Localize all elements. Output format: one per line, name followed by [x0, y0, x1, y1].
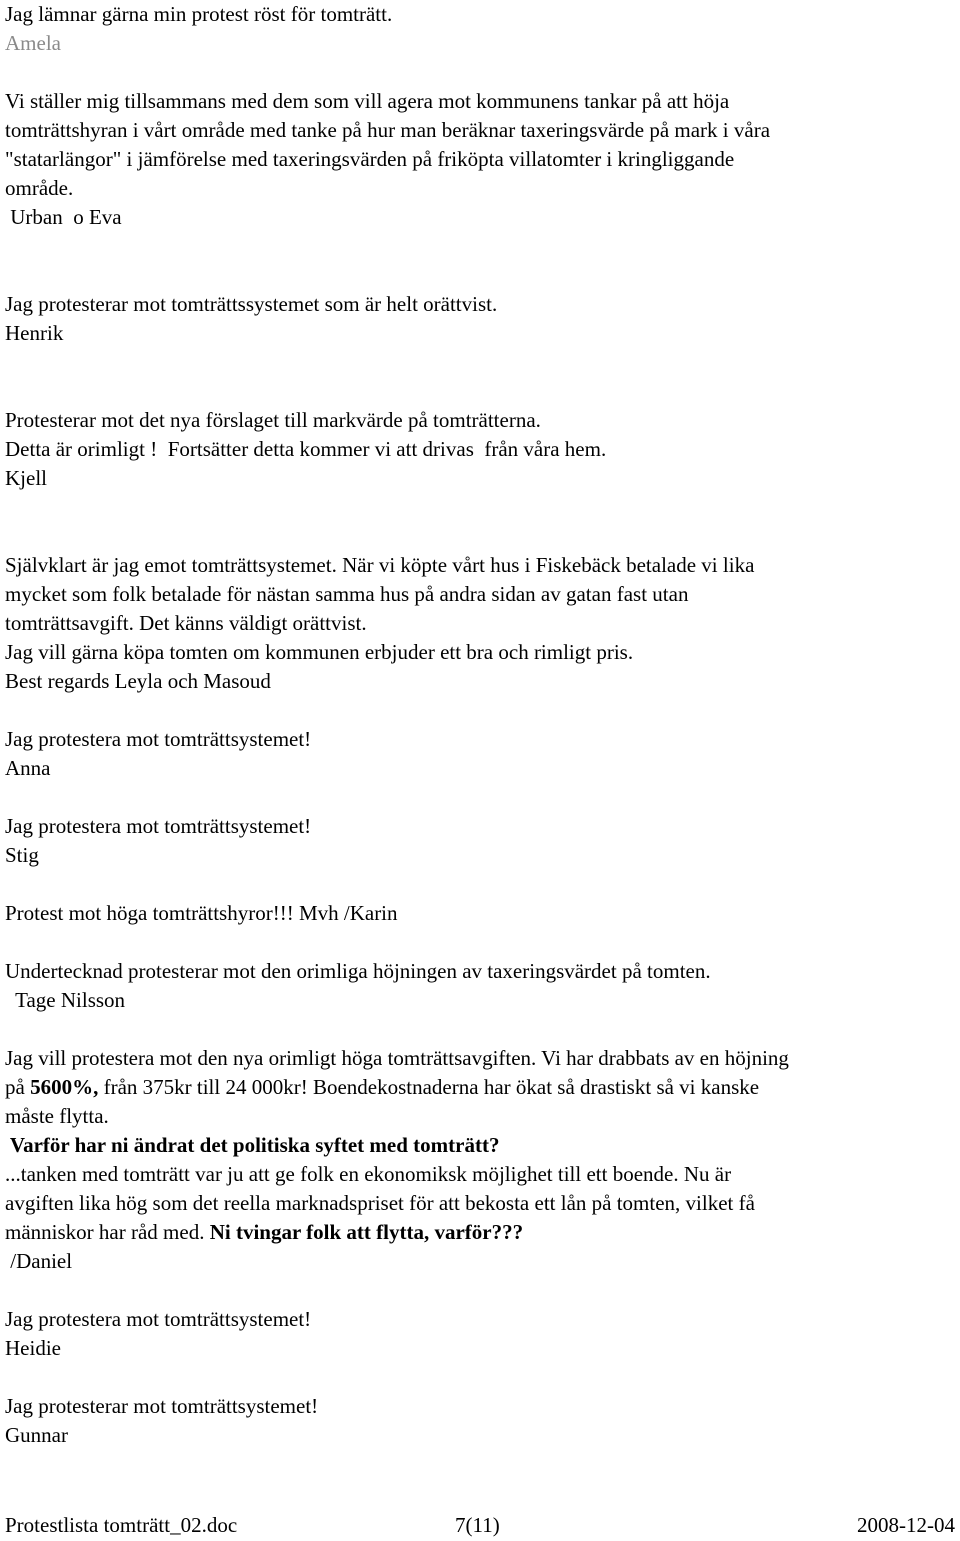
blank-line: [5, 377, 955, 406]
signature-henrik: Henrik: [5, 321, 64, 345]
signature-urban-eva: Urban o Eva: [5, 205, 122, 229]
text-line: Jag vill gärna köpa tomten om kommunen erbjuder ett bra och rimligt pris.: [5, 640, 634, 664]
text-line: tomträttsavgift. Det känns väldigt orättvist.: [5, 611, 367, 635]
blank-line: [5, 493, 955, 522]
signature-stig: Stig: [5, 843, 39, 867]
footer-page-number: 7(11): [455, 1513, 500, 1537]
text-line: måste flytta.: [5, 1104, 109, 1128]
blank-line: [5, 348, 955, 377]
text-run: på: [5, 1075, 31, 1099]
page-footer: [5, 1511, 955, 1540]
blank-line: [5, 870, 955, 899]
text-line-karin: Protest mot höga tomträttshyror!!! Mvh /Karin: [5, 901, 398, 925]
signature-daniel: /Daniel: [5, 1249, 73, 1273]
text-line: Jag protestera mot tomträttsystemet!: [5, 1307, 312, 1331]
signature-tage-nilsson: Tage Nilsson: [5, 988, 126, 1012]
text-run-bold: 5600%,: [30, 1075, 104, 1099]
text-line-bold-heading: Varför har ni ändrat det politiska syftet med tomträtt?: [5, 1133, 500, 1157]
blank-line: [5, 261, 955, 290]
text-line: Undertecknad protesterar mot den orimliga höjningen av taxeringsvärdet på tomten.: [5, 959, 711, 983]
footer-filename: Protestlista tomträtt_02.doc: [5, 1513, 238, 1537]
blank-line: [5, 928, 955, 957]
signature-gunnar: Gunnar: [5, 1423, 68, 1447]
footer-date: 2008-12-04: [857, 1513, 955, 1537]
blank-line: [5, 522, 955, 551]
blank-line: [5, 58, 955, 87]
text-run: människor har råd med.: [5, 1220, 210, 1244]
blank-line: [5, 783, 955, 812]
blank-line: [5, 1015, 955, 1044]
blank-line: [5, 1363, 955, 1392]
blank-line: [5, 696, 955, 725]
text-line: Jag vill protestera mot den nya orimligt höga tomträttsavgiften. Vi har drabbats av en höjning: [5, 1046, 789, 1070]
signature-amela: Amela: [5, 31, 61, 55]
blank-line: [5, 1276, 955, 1305]
text-line: mycket som folk betalade för nästan samma hus på andra sidan av gatan fast utan: [5, 582, 689, 606]
text-line: Detta är orimligt ! Fortsätter detta kommer vi att drivas från våra hem.: [5, 437, 607, 461]
signature-leyla-masoud: Best regards Leyla och Masoud: [5, 669, 271, 693]
text-run: från 375kr till 24 000kr! Boendekostnaderna har ökat så drastiskt så vi kanske: [103, 1075, 760, 1099]
text-line: Jag protestera mot tomträttsystemet!: [5, 727, 312, 751]
blank-line: [5, 232, 955, 261]
text-line: Jag protesterar mot tomträttssystemet som är helt orättvist.: [5, 292, 498, 316]
text-line: "statarlängor" i jämförelse med taxeringsvärden på friköpta villatomter i kringliggande: [5, 147, 735, 171]
signature-anna: Anna: [5, 756, 51, 780]
text-line: Protesterar mot det nya förslaget till markvärde på tomträtterna.: [5, 408, 541, 432]
text-line-mixed: [5, 1218, 955, 1247]
text-run-bold: Ni tvingar folk att flytta, varför???: [209, 1220, 524, 1244]
text-line-mixed: [5, 1073, 955, 1102]
text-line: Jag protestera mot tomträttsystemet!: [5, 814, 312, 838]
text-line: område.: [5, 176, 74, 200]
text-line: Jag protesterar mot tomträttsystemet!: [5, 1394, 319, 1418]
text-line: Vi ställer mig tillsammans med dem som vill agera mot kommunens tankar på att höja: [5, 89, 730, 113]
text-line: tomträttshyran i vårt område med tanke på hur man beräknar taxeringsvärde på mark i våra: [5, 118, 771, 142]
text-line: Jag lämnar gärna min protest röst för tomträtt.: [5, 2, 393, 26]
text-line: avgiften lika hög som det reella marknadspriset för att bekosta ett lån på tomten, vilket få: [5, 1191, 755, 1215]
text-line: ...tanken med tomträtt var ju att ge folk en ekonomiksk möjlighet till ett boende. Nu är: [5, 1162, 732, 1186]
signature-kjell: Kjell: [5, 466, 47, 490]
signature-heidie: Heidie: [5, 1336, 61, 1360]
text-line: Självklart är jag emot tomträttsystemet. När vi köpte vårt hus i Fiskebäck betalade vi lika: [5, 553, 755, 577]
document-body: [5, 0, 955, 1450]
